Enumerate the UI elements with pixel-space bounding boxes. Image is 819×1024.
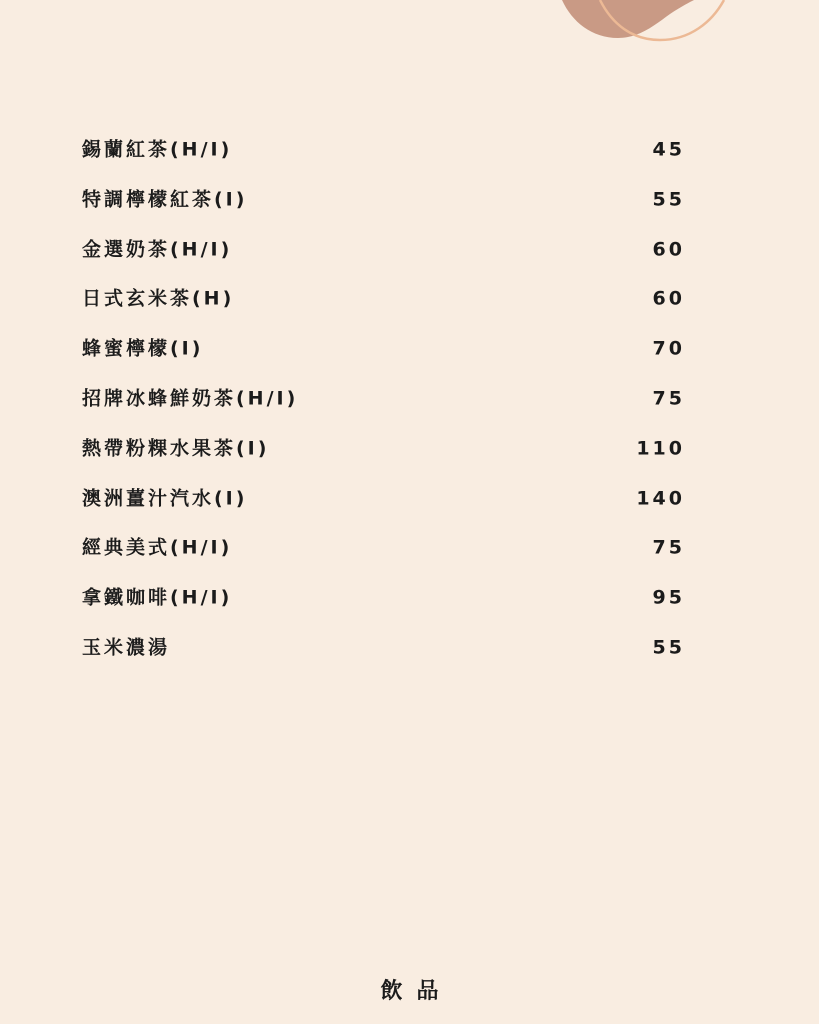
menu-item-price: 55: [652, 188, 685, 211]
menu-item-name: 特調檸檬紅茶(I): [82, 188, 248, 211]
menu-item-price: 140: [636, 487, 685, 510]
menu-item-name: 玉米濃湯: [82, 636, 171, 659]
decorative-blob: [0, 0, 819, 60]
menu-item-price: 55: [652, 636, 685, 659]
menu-item-name: 經典美式(H/I): [82, 536, 233, 559]
menu-list: [82, 138, 685, 698]
menu-item-price: 95: [652, 586, 685, 609]
menu-item-price: 45: [652, 138, 685, 161]
menu-item: [82, 636, 685, 698]
menu-item-name: 拿鐵咖啡(H/I): [82, 586, 233, 609]
menu-item-price: 75: [652, 536, 685, 559]
footer-title: 飲品: [380, 979, 453, 1004]
menu-item-name: 澳洲薑汁汽水(I): [82, 487, 248, 510]
menu-item-price: 60: [652, 287, 685, 310]
menu-item-price: 75: [652, 387, 685, 410]
menu-item-name: 蜂蜜檸檬(I): [82, 337, 204, 360]
menu-item-price: 70: [652, 337, 685, 360]
menu-item-name: 金選奶茶(H/I): [82, 238, 233, 261]
menu-item-name: 錫蘭紅茶(H/I): [82, 138, 233, 161]
blob-shape: [562, 0, 694, 38]
menu-item-name: 熱帶粉粿水果茶(I): [82, 437, 270, 460]
menu-item-name: 招牌冰蜂鮮奶茶(H/I): [82, 387, 299, 410]
menu-item-price: 110: [636, 437, 685, 460]
ring-outline: [600, 0, 724, 40]
menu-item-name: 日式玄米茶(H): [82, 287, 235, 310]
menu-item-price: 60: [652, 238, 685, 261]
